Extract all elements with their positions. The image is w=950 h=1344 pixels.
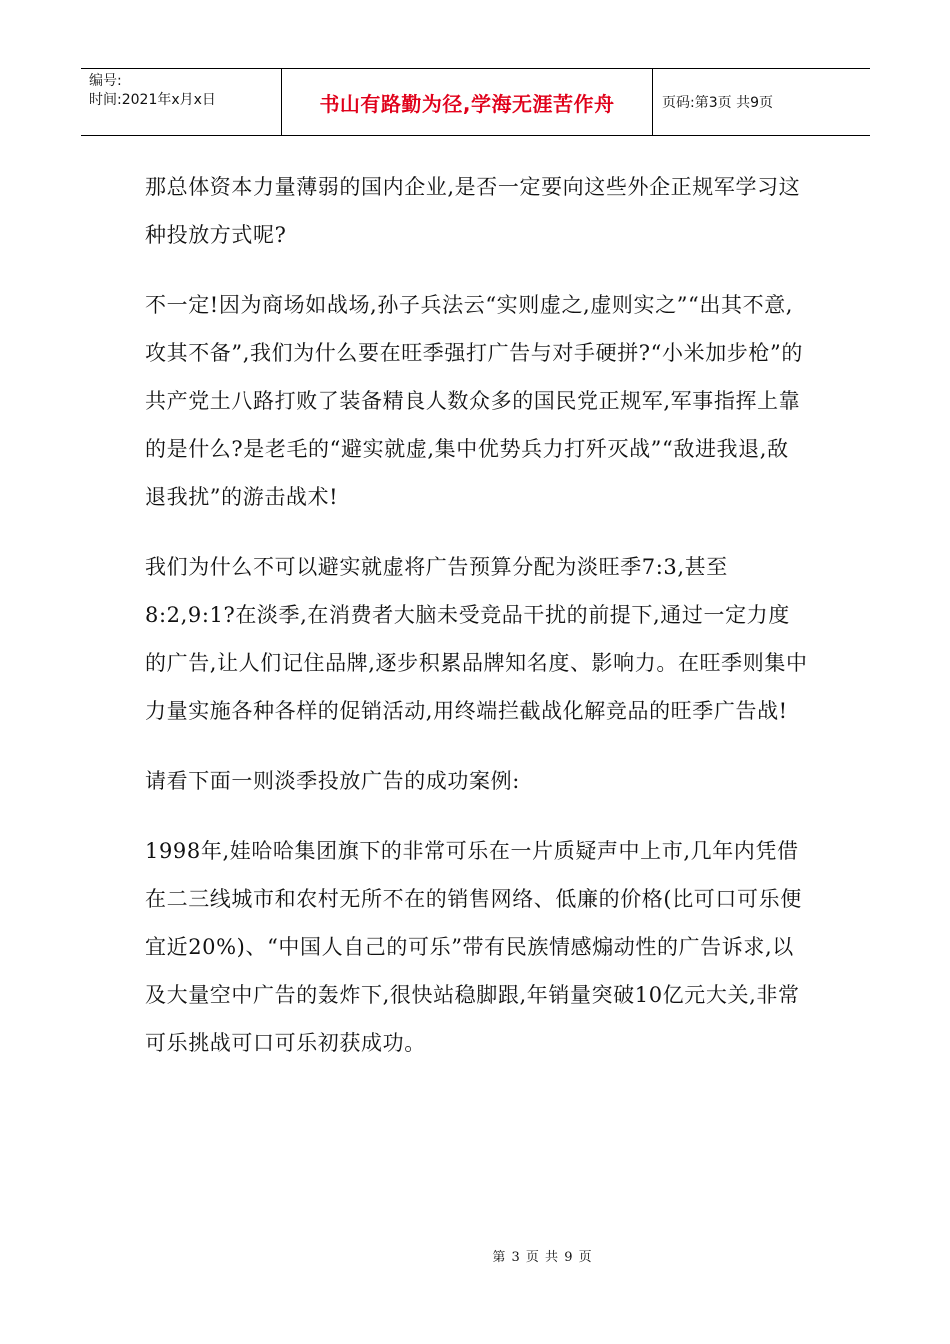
paragraph-2: 不一定!因为商场如战场,孙子兵法云“实则虚之,虚则实之”“出其不意,攻其不备”,我们为什么要在旺季强打广告与对手硬拼?“小米加步枪”的共产党土八路打败了装备精良人数众多的国民党正规军,军事指挥上靠的是什么?是老毛的“避实就虚,集中优势兵力打歼灭战”“敌进我退,敌退我扰”的游击战术! [145,293,803,509]
header-time-label: 时间:2021年x月x日 [89,92,216,108]
document-body [145,163,810,1089]
header-number-label: 编号: [89,73,122,89]
paragraph-5: 1998年,娃哈哈集团旗下的非常可乐在一片质疑声中上市,几年内凭借在二三线城市和农村无所不在的销售网络、低廉的价格(比可口可乐便宜近20%)、“中国人自己的可乐”带有民族情感煽动性的广告诉求,以及大量空中广告的轰炸下,很快站稳脚跟,年销量突破10亿元大关,非常可乐挑战可口可乐初获成功。 [145,839,802,1055]
header-motto: 书山有路勤为径,学海无涯苦作舟 [282,69,653,135]
header-page-info: 页码:第3页 共9页 [662,95,773,111]
paragraph-4: 请看下面一则淡季投放广告的成功案例: [145,769,520,793]
paragraph-3: 我们为什么不可以避实就虚将广告预算分配为淡旺季7:3,甚至8:2,9:1?在淡季,在消费者大脑未受竞品干扰的前提下,通过一定力度的广告,让人们记住品牌,逐步积累品牌知名度、影响力。在旺季则集中力量实施各种各样的促销活动,用终端拦截战化解竞品的旺季广告战! [145,555,808,723]
page-footer: 第 3 页 共 9 页 [492,1250,593,1265]
page-header [81,68,870,136]
header-meta [81,69,282,135]
paragraph-1: 那总体资本力量薄弱的国内企业,是否一定要向这些外企正规军学习这种投放方式呢? [145,175,801,247]
